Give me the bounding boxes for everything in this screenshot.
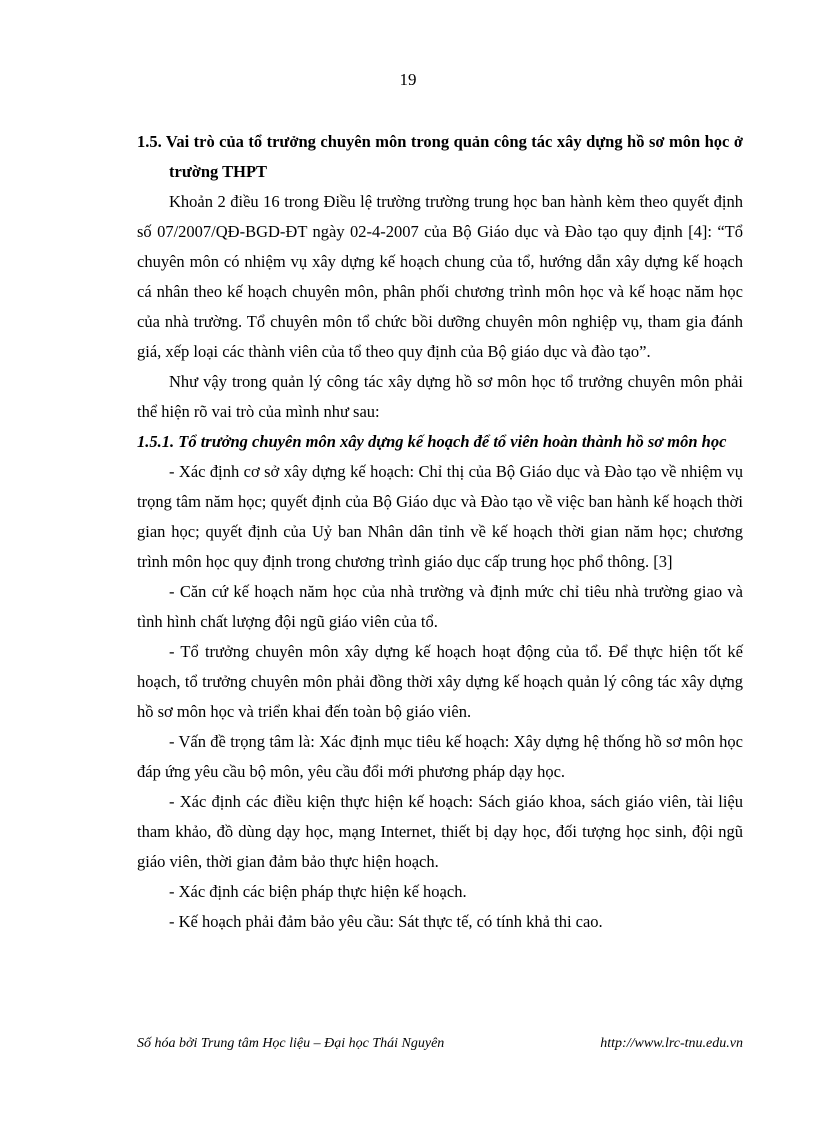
list-item: - Kế hoạch phải đảm bảo yêu cầu: Sát thực tế, có tính khả thi cao.: [169, 912, 603, 931]
paragraph: Khoản 2 điều 16 trong Điều lệ trường trường trung học ban hành kèm theo quyết định số 07/2007/QĐ-BGD-ĐT ngày 02-4-2007 của Bộ Giáo dục và Đào tạo quy định [4]: “Tổ chuyên môn có nhiệm vụ xây dựng kế hoạch chung của tổ, hướng dẫn xây dựng kế hoạch cá nhân theo kế hoạch chuyên môn, phân phối chương trình môn học và kế hoạc năm học của nhà trường. Tổ chuyên môn tổ chức bồi dưỡng chuyên môn nghiệp vụ, tham gia đánh giá, xếp loại các thành viên của tổ theo quy định của Bộ giáo dục và đào tạo”.: [137, 192, 743, 361]
page-body: [137, 127, 743, 937]
list-item: - Xác định cơ sở xây dựng kế hoạch: Chỉ thị của Bộ Giáo dục và Đào tạo về nhiệm vụ trọng tâm năm học; quyết định của Bộ Giáo dục và Đào tạo về việc ban hành kế hoạch thời gian học; quyết định của Uỷ ban Nhân dân tỉnh về kế hoạch thời gian năm học; chương trình môn học quy định trong chương trình giáo dục cấp trung học phổ thông. [3]: [137, 462, 743, 571]
list-item: - Xác định các điều kiện thực hiện kế hoạch: Sách giáo khoa, sách giáo viên, tài liệu tham khảo, đồ dùng dạy học, mạng Internet, thiết bị dạy học, đối tượng học sinh, đội ngũ giáo viên, thời gian đảm bảo thực hiện hoạch.: [137, 792, 743, 871]
list-item: - Xác định các biện pháp thực hiện kế hoạch.: [169, 882, 467, 901]
list-item: - Tổ trưởng chuyên môn xây dựng kế hoạch hoạt động của tổ. Để thực hiện tốt kế hoạch, tổ trưởng chuyên môn phải đồng thời xây dựng kế hoạch quản lý công tác xây dựng hồ sơ môn học và triển khai đến toàn bộ giáo viên.: [137, 642, 743, 721]
list-item: - Căn cứ kế hoạch năm học của nhà trường và định mức chỉ tiêu nhà trường giao và tình hình chất lượng đội ngũ giáo viên của tổ.: [137, 582, 743, 631]
page-number: 19: [399, 70, 417, 89]
footer-url: http://www.lrc-tnu.edu.vn: [600, 1036, 743, 1051]
page-footer: [137, 1036, 743, 1052]
list-item: - Vấn đề trọng tâm là: Xác định mục tiêu kế hoạch: Xây dựng hệ thống hồ sơ môn học đáp ứng yêu cầu bộ môn, yêu cầu đổi mới phương pháp dạy học.: [137, 732, 743, 781]
section-heading-1-5: 1.5. Vai trò của tổ trưởng chuyên môn trong quản công tác xây dựng hồ sơ môn học ở trường THPT: [137, 132, 743, 181]
paragraph: Như vậy trong quản lý công tác xây dựng hồ sơ môn học tổ trưởng chuyên môn phải thể hiện rõ vai trò của mình như sau:: [137, 372, 743, 421]
subsection-heading-1-5-1: 1.5.1. Tổ trưởng chuyên môn xây dựng kế hoạch để tổ viên hoàn thành hồ sơ môn học: [137, 432, 727, 451]
footer-source: Số hóa bởi Trung tâm Học liệu – Đại học Thái Nguyên: [137, 1036, 445, 1051]
